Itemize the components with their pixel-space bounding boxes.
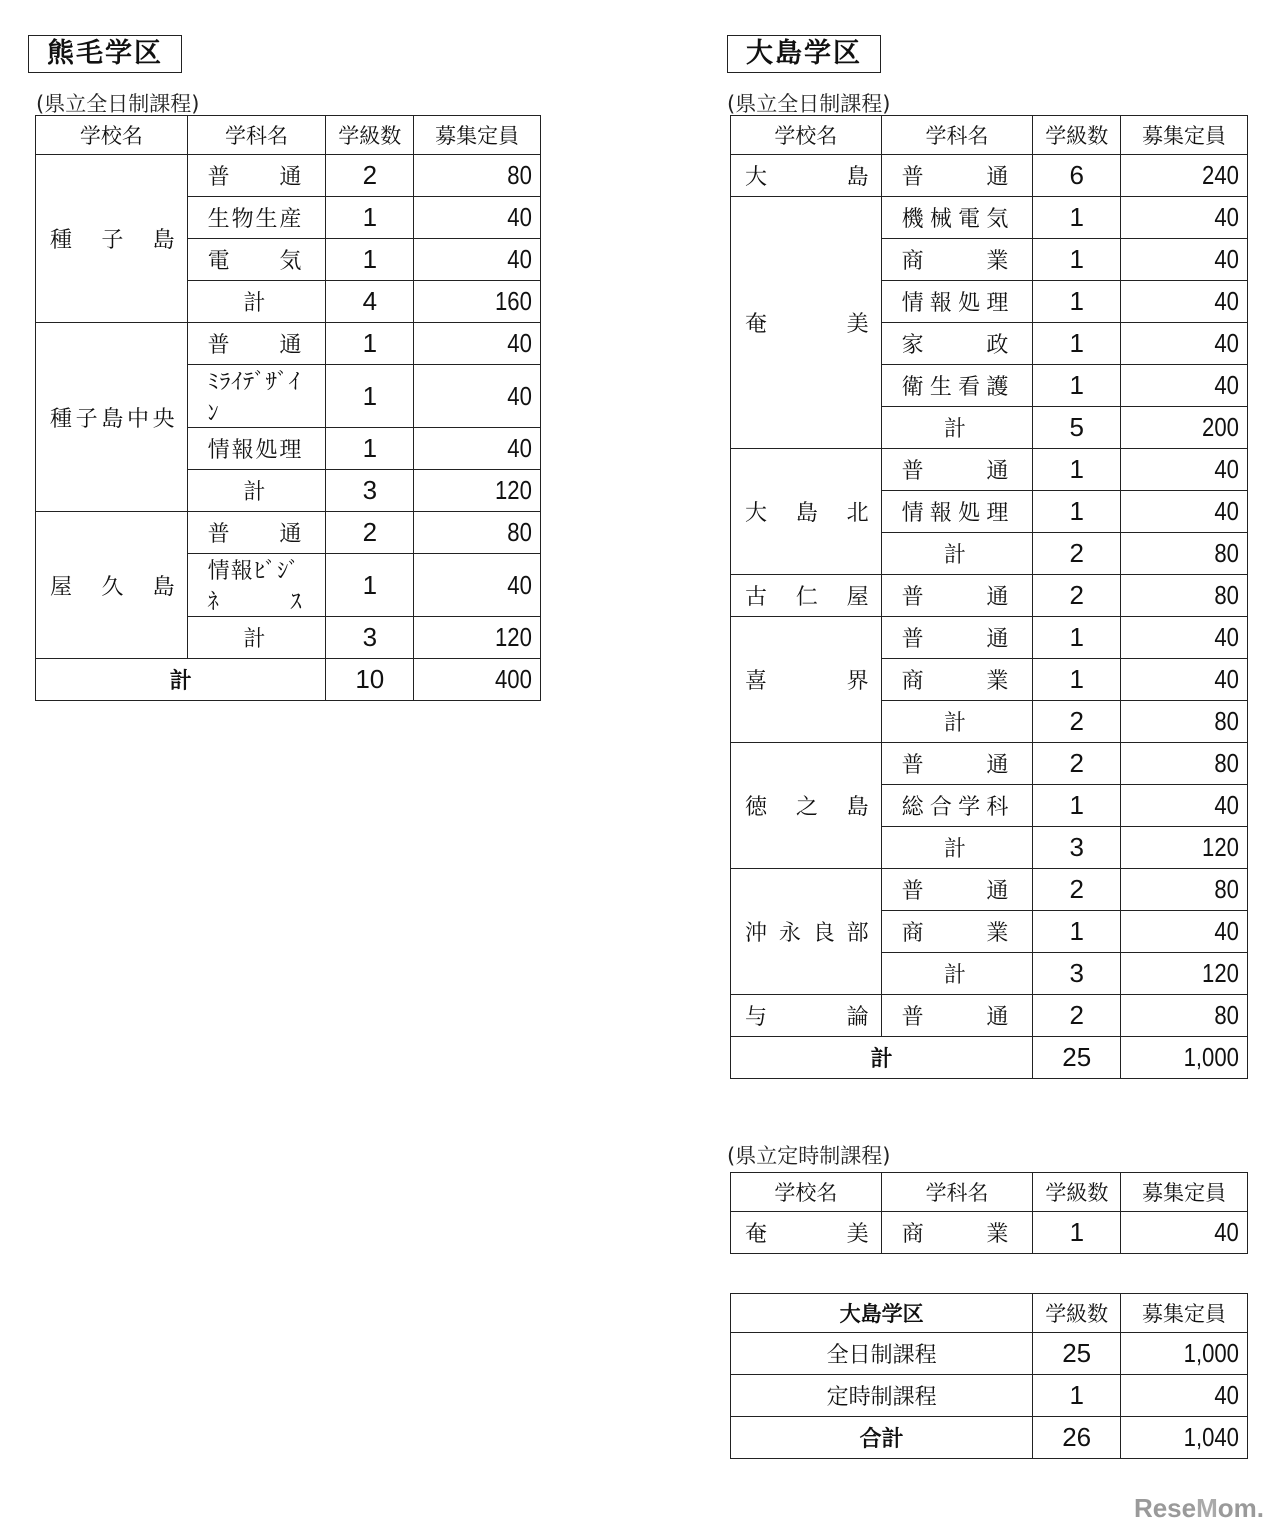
enrollment-capacity: 40 <box>1140 659 1248 701</box>
department-name: 総合学科 <box>881 785 1033 827</box>
class-count: 1 <box>1033 1212 1121 1254</box>
class-count: 1 <box>326 323 414 365</box>
department-name: 電気 <box>187 239 326 281</box>
school-name: 種子島 <box>36 155 188 323</box>
column-header-capacity: 募集定員 <box>414 116 541 155</box>
school-name: 奄美 <box>731 197 882 449</box>
department-name: 機械電気 <box>881 197 1033 239</box>
subtotal-classes: 3 <box>1033 953 1121 995</box>
enrollment-capacity: 40 <box>433 554 541 617</box>
class-count: 1 <box>326 365 414 428</box>
department-name: 普通 <box>881 617 1033 659</box>
summary-capacity: 40 <box>1140 1375 1248 1417</box>
enrollment-capacity: 40 <box>1140 449 1248 491</box>
school-name: 沖永良部 <box>731 869 882 995</box>
column-header-department: 学科名 <box>881 116 1033 155</box>
class-count: 2 <box>1033 743 1121 785</box>
enrollment-capacity: 40 <box>433 197 541 239</box>
subtotal-capacity: 80 <box>1140 533 1248 575</box>
department-name: 普通 <box>881 743 1033 785</box>
table-row <box>731 449 1248 491</box>
table-row <box>731 155 1248 197</box>
department-name: 普通 <box>187 512 326 554</box>
class-count: 1 <box>1033 491 1121 533</box>
table-row <box>36 155 541 197</box>
column-header-school-name: 学校名 <box>36 116 188 155</box>
subtotal-capacity: 80 <box>1140 701 1248 743</box>
enrollment-capacity: 80 <box>1140 743 1248 785</box>
department-name: 情報処理 <box>881 281 1033 323</box>
subtotal-classes: 3 <box>326 470 414 512</box>
department-name: 商業 <box>881 239 1033 281</box>
department-name: 情報ﾋﾞｼﾞﾈｽ <box>187 554 326 617</box>
class-count: 1 <box>1033 659 1121 701</box>
header-row <box>36 116 541 155</box>
subtotal-label: 計 <box>881 953 1033 995</box>
school-name: 奄美 <box>731 1212 882 1254</box>
header-row <box>731 1173 1248 1212</box>
subtotal-label: 計 <box>881 701 1033 743</box>
class-count: 1 <box>1033 785 1121 827</box>
enrollment-capacity: 40 <box>1140 281 1248 323</box>
class-count: 1 <box>1033 911 1121 953</box>
table-row <box>36 512 541 554</box>
table-row <box>731 743 1248 785</box>
table-row <box>36 323 541 365</box>
department-name: 商業 <box>881 659 1033 701</box>
total-classes: 25 <box>1033 1037 1121 1079</box>
enrollment-capacity: 40 <box>433 428 541 470</box>
summary-label: 全日制課程 <box>731 1333 1033 1375</box>
summary-capacity: 1,000 <box>1140 1333 1248 1375</box>
class-count: 1 <box>326 554 414 617</box>
summary-classes: 1 <box>1033 1375 1121 1417</box>
kumage-district-title: 熊毛学区 <box>28 35 182 73</box>
table-row <box>731 995 1248 1037</box>
department-name: 普通 <box>187 323 326 365</box>
table-row <box>731 1212 1248 1254</box>
class-count: 1 <box>326 428 414 470</box>
total-capacity: 1,000 <box>1140 1037 1248 1079</box>
class-count: 2 <box>326 512 414 554</box>
enrollment-capacity: 40 <box>1140 365 1248 407</box>
subtotal-classes: 4 <box>326 281 414 323</box>
enrollment-capacity: 40 <box>433 239 541 281</box>
summary-total-capacity: 1,040 <box>1140 1417 1248 1459</box>
table-row <box>731 617 1248 659</box>
department-name: 商業 <box>881 911 1033 953</box>
column-header-capacity: 募集定員 <box>1121 1173 1248 1212</box>
class-count: 2 <box>1033 995 1121 1037</box>
enrollment-capacity: 40 <box>433 365 541 428</box>
school-name: 与論 <box>731 995 882 1037</box>
table-row <box>731 197 1248 239</box>
class-count: 2 <box>1033 869 1121 911</box>
resemom-watermark-logo: ReseMom. <box>1133 1493 1264 1523</box>
class-count: 1 <box>1033 197 1121 239</box>
summary-total-label: 合計 <box>731 1417 1033 1459</box>
column-header-capacity: 募集定員 <box>1121 116 1248 155</box>
total-classes: 10 <box>326 659 414 701</box>
subtotal-classes: 3 <box>326 617 414 659</box>
department-name: 普通 <box>881 155 1033 197</box>
class-count: 1 <box>1033 323 1121 365</box>
summary-total-classes: 26 <box>1033 1417 1121 1459</box>
subtotal-capacity: 120 <box>1140 953 1248 995</box>
subtotal-classes: 2 <box>1033 701 1121 743</box>
subtotal-label: 計 <box>881 827 1033 869</box>
enrollment-capacity: 40 <box>433 323 541 365</box>
class-count: 1 <box>1033 449 1121 491</box>
school-name: 種子島中央 <box>36 323 188 512</box>
class-count: 1 <box>326 197 414 239</box>
school-name: 大島 <box>731 155 882 197</box>
oshima-fulltime-table <box>730 115 1248 1079</box>
class-count: 2 <box>326 155 414 197</box>
subtotal-classes: 3 <box>1033 827 1121 869</box>
enrollment-capacity: 40 <box>1140 323 1248 365</box>
enrollment-capacity: 40 <box>1140 911 1248 953</box>
enrollment-capacity: 40 <box>1140 617 1248 659</box>
subtotal-label: 計 <box>187 470 326 512</box>
subtotal-label: 計 <box>187 281 326 323</box>
department-name: 普通 <box>881 575 1033 617</box>
oshima-fulltime-caption: (県立全日制課程) <box>727 92 891 116</box>
enrollment-capacity: 80 <box>1140 575 1248 617</box>
summary-header-classes: 学級数 <box>1033 1294 1121 1333</box>
enrollment-capacity: 40 <box>1140 239 1248 281</box>
class-count: 2 <box>1033 575 1121 617</box>
subtotal-label: 計 <box>187 617 326 659</box>
column-header-department: 学科名 <box>881 1173 1033 1212</box>
enrollment-capacity: 40 <box>1140 1212 1248 1254</box>
enrollment-capacity: 240 <box>1140 155 1248 197</box>
department-name: ﾐﾗｲﾃﾞｻﾞｲﾝ <box>187 365 326 428</box>
column-header-school-name: 学校名 <box>731 116 882 155</box>
total-row <box>36 659 541 701</box>
total-label: 計 <box>36 659 326 701</box>
subtotal-capacity: 120 <box>433 470 541 512</box>
class-count: 1 <box>326 239 414 281</box>
department-name: 普通 <box>881 449 1033 491</box>
department-name: 情報処理 <box>881 491 1033 533</box>
subtotal-capacity: 120 <box>1140 827 1248 869</box>
enrollment-capacity: 40 <box>1140 491 1248 533</box>
header-row <box>731 116 1248 155</box>
enrollment-capacity: 80 <box>1140 869 1248 911</box>
total-capacity: 400 <box>433 659 541 701</box>
department-name: 普通 <box>881 995 1033 1037</box>
school-name: 古仁屋 <box>731 575 882 617</box>
column-header-classes: 学級数 <box>1033 1173 1121 1212</box>
oshima-parttime-caption: (県立定時制課程) <box>727 1144 891 1168</box>
table-row <box>731 869 1248 911</box>
school-name: 徳之島 <box>731 743 882 869</box>
department-name: 普通 <box>881 869 1033 911</box>
class-count: 6 <box>1033 155 1121 197</box>
enrollment-capacity: 80 <box>1140 995 1248 1037</box>
enrollment-capacity: 80 <box>433 512 541 554</box>
class-count: 1 <box>1033 617 1121 659</box>
department-name: 情報処理 <box>187 428 326 470</box>
summary-header-district: 大島学区 <box>731 1294 1033 1333</box>
kumage-fulltime-caption: (県立全日制課程) <box>36 92 200 116</box>
class-count: 1 <box>1033 365 1121 407</box>
column-header-classes: 学級数 <box>326 116 414 155</box>
oshima-summary-table <box>730 1293 1248 1459</box>
summary-header-capacity: 募集定員 <box>1121 1294 1248 1333</box>
total-label: 計 <box>731 1037 1033 1079</box>
enrollment-capacity: 80 <box>433 155 541 197</box>
enrollment-capacity: 40 <box>1140 197 1248 239</box>
class-count: 1 <box>1033 281 1121 323</box>
class-count: 1 <box>1033 239 1121 281</box>
subtotal-classes: 5 <box>1033 407 1121 449</box>
school-name: 喜界 <box>731 617 882 743</box>
subtotal-capacity: 120 <box>433 617 541 659</box>
enrollment-capacity: 40 <box>1140 785 1248 827</box>
summary-total-row <box>731 1417 1248 1459</box>
summary-classes: 25 <box>1033 1333 1121 1375</box>
department-name: 普通 <box>187 155 326 197</box>
table-row <box>731 575 1248 617</box>
department-name: 家政 <box>881 323 1033 365</box>
subtotal-label: 計 <box>881 533 1033 575</box>
department-name: 衛生看護 <box>881 365 1033 407</box>
summary-row <box>731 1333 1248 1375</box>
column-header-school-name: 学校名 <box>731 1173 882 1212</box>
summary-row <box>731 1375 1248 1417</box>
department-name: 商業 <box>881 1212 1033 1254</box>
subtotal-capacity: 160 <box>433 281 541 323</box>
department-name: 生物生産 <box>187 197 326 239</box>
oshima-parttime-table <box>730 1172 1248 1254</box>
column-header-department: 学科名 <box>187 116 326 155</box>
column-header-classes: 学級数 <box>1033 116 1121 155</box>
subtotal-label: 計 <box>881 407 1033 449</box>
oshima-district-title: 大島学区 <box>727 35 881 73</box>
kumage-fulltime-table <box>35 115 541 701</box>
total-row <box>731 1037 1248 1079</box>
summary-label: 定時制課程 <box>731 1375 1033 1417</box>
school-name: 大島北 <box>731 449 882 575</box>
subtotal-classes: 2 <box>1033 533 1121 575</box>
school-name: 屋久島 <box>36 512 188 659</box>
subtotal-capacity: 200 <box>1140 407 1248 449</box>
